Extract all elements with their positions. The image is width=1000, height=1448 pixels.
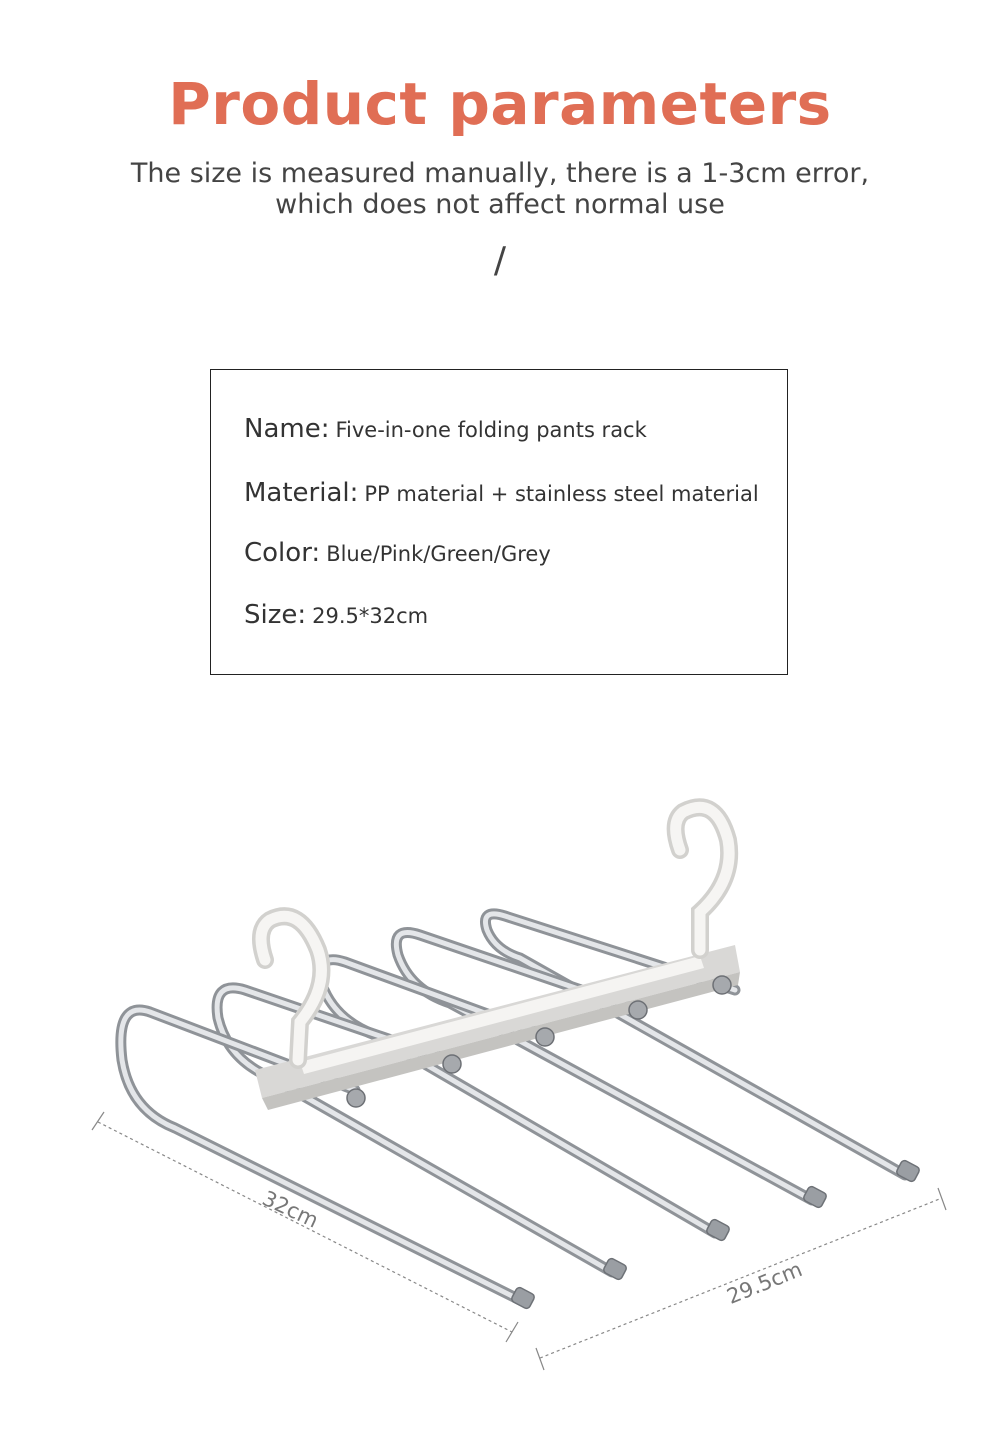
hinge-bolt bbox=[536, 1028, 554, 1046]
rod-end-cap bbox=[705, 1218, 730, 1242]
param-row-name bbox=[244, 414, 647, 444]
parameters-box bbox=[210, 369, 788, 675]
divider-slash: / bbox=[493, 240, 507, 281]
measurement-note-line-1: The size is measured manually, there is a 1-3cm error, bbox=[130, 158, 870, 189]
param-value: PP material + stainless steel material bbox=[364, 482, 759, 506]
param-label: Size: bbox=[244, 600, 307, 630]
width-dimension-label: 29.5cm bbox=[723, 1257, 806, 1309]
hinge-bolt bbox=[443, 1055, 461, 1073]
param-value: 29.5*32cm bbox=[312, 604, 429, 628]
rod-end-cap bbox=[602, 1257, 627, 1281]
param-value: Five-in-one folding pants rack bbox=[335, 418, 647, 442]
param-row-color bbox=[244, 538, 551, 568]
page-title: Product parameters bbox=[168, 70, 832, 138]
param-label: Name: bbox=[244, 414, 330, 444]
measurement-note-line-2: which does not affect normal use bbox=[275, 189, 725, 220]
hinge-bolt bbox=[347, 1089, 365, 1107]
hinge-bolt bbox=[629, 1001, 647, 1019]
rod-end-cap bbox=[895, 1159, 920, 1183]
steel-rods bbox=[121, 914, 905, 1300]
param-row-size bbox=[244, 600, 428, 630]
pants-hanger-icon bbox=[0, 760, 1000, 1400]
param-label: Color: bbox=[244, 538, 321, 568]
depth-dimension-label: 32cm bbox=[258, 1186, 323, 1233]
rod-end-cap bbox=[510, 1286, 535, 1310]
rod-end-caps bbox=[510, 1159, 920, 1310]
param-label: Material: bbox=[244, 478, 359, 508]
param-row-material bbox=[244, 478, 759, 508]
hinge-bolt bbox=[713, 976, 731, 994]
param-value: Blue/Pink/Green/Grey bbox=[326, 542, 551, 566]
measurement-note bbox=[0, 158, 1000, 220]
rod-end-cap bbox=[802, 1185, 827, 1209]
